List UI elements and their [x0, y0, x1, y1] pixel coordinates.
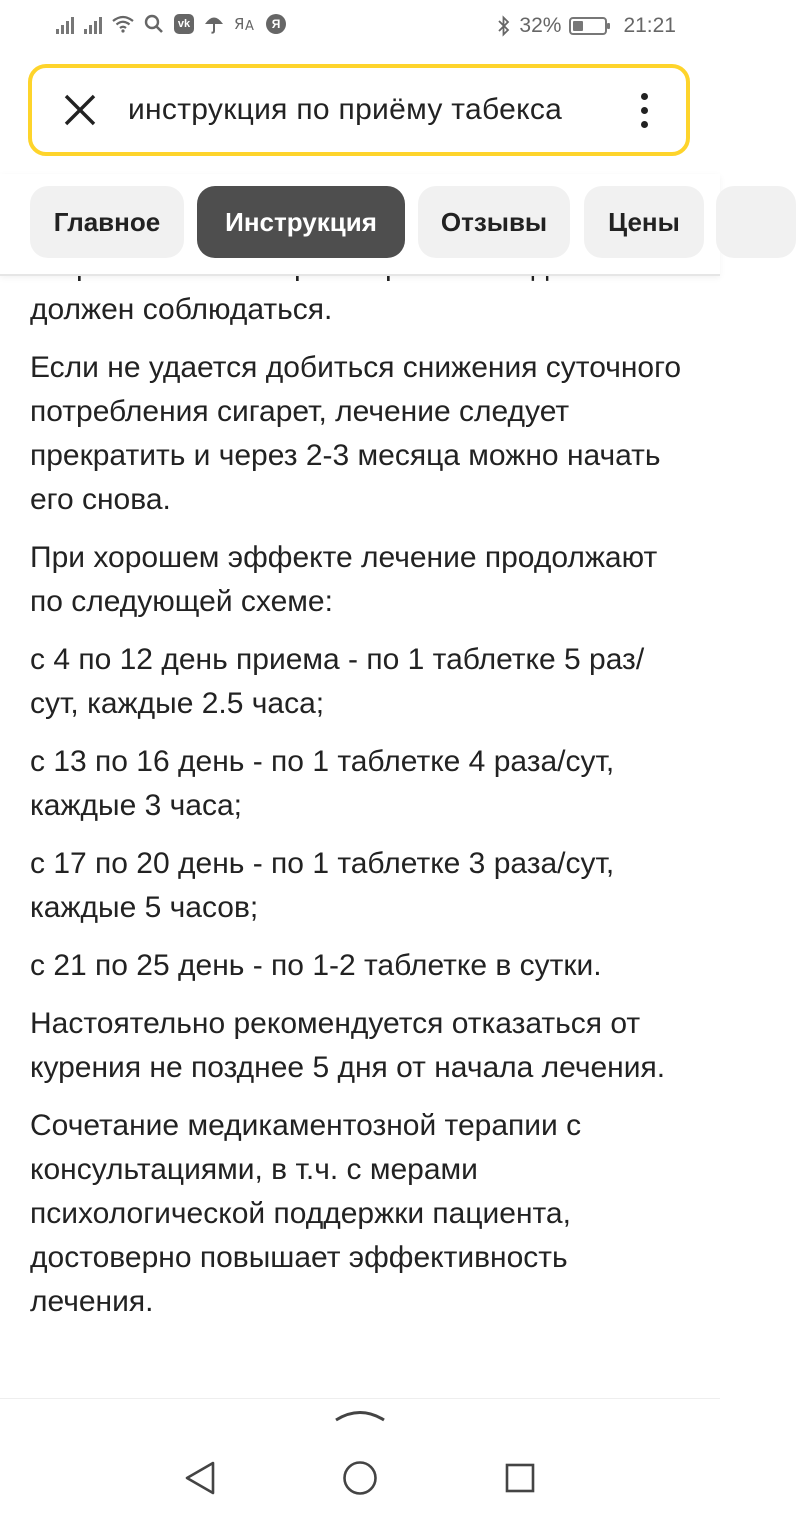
- paragraph: Сочетание медикаментозной терапии с консультациями, в т.ч. с мерами психологической поддержки пациента, достоверно повышает эффективность лечения.: [30, 1109, 582, 1318]
- paragraph: с 13 по 16 день - по 1 таблетке 4 раза/сут, каждые 3 часа;: [30, 745, 615, 822]
- home-icon[interactable]: [341, 1459, 379, 1497]
- battery-icon: [569, 17, 607, 35]
- yandex-icon: Я: [266, 14, 286, 34]
- tab-instruction[interactable]: Инструкция: [197, 186, 405, 258]
- article-content[interactable]: [0, 274, 720, 1398]
- section-tabs: [0, 174, 720, 276]
- clock: 21:21: [623, 14, 676, 37]
- back-icon[interactable]: [183, 1460, 217, 1496]
- status-icons-right: [497, 14, 676, 38]
- system-navigation-bar: [0, 1438, 720, 1520]
- wifi-icon: [112, 15, 134, 33]
- bottom-sheet-handle[interactable]: [0, 1398, 720, 1439]
- paragraph: должен соблюдаться.: [30, 293, 333, 326]
- signal-icon: [56, 14, 74, 34]
- article-body: [30, 244, 690, 1338]
- battery-percent: 32%: [519, 14, 562, 37]
- status-bar: [0, 0, 720, 56]
- more-dot: [641, 121, 648, 128]
- close-icon[interactable]: [63, 93, 97, 127]
- search-input[interactable]: инструкция по приёму табекса: [128, 93, 602, 127]
- vk-icon: vk: [174, 14, 194, 34]
- home-button[interactable]: [340, 1458, 380, 1498]
- tab-reviews[interactable]: Отзывы: [418, 186, 570, 258]
- search-icon: [144, 14, 164, 34]
- search-header: [0, 56, 720, 174]
- paragraph: с 4 по 12 день приема - по 1 таблетке 5 раз/сут, каждые 2.5 часа;: [30, 643, 645, 720]
- translate-icon: [234, 14, 256, 34]
- close-button[interactable]: [32, 68, 128, 152]
- more-dot: [641, 107, 648, 114]
- umbrella-icon: [204, 14, 224, 34]
- more-menu-button[interactable]: [602, 68, 686, 152]
- bluetooth-icon: [497, 15, 511, 37]
- svg-text:A: A: [245, 19, 254, 34]
- paragraph: При хорошем эффекте лечение продолжают по следующей схеме:: [30, 541, 658, 618]
- tab-main[interactable]: Главное: [30, 186, 184, 258]
- paragraph: Настоятельно рекомендуется отказаться от курения не позднее 5 дня от начала лечения.: [30, 1007, 666, 1084]
- back-button[interactable]: [180, 1458, 220, 1498]
- paragraph: с 17 по 20 день - по 1 таблетке 3 раза/сут, каждые 5 часов;: [30, 847, 615, 924]
- tab-next[interactable]: [716, 186, 796, 258]
- paragraph: Если не удается добиться снижения суточного потребления сигарет, лечение следует прекратить и через 2-3 месяца можно начать его снова.: [30, 351, 682, 516]
- signal-icon: [84, 14, 102, 34]
- status-icons-left: [56, 14, 286, 34]
- paragraph: с 21 по 25 день - по 1-2 таблетке в сутки.: [30, 949, 602, 982]
- more-dot: [641, 93, 648, 100]
- recents-icon[interactable]: [504, 1462, 536, 1494]
- recents-button[interactable]: [500, 1458, 540, 1498]
- tab-prices[interactable]: Цены: [584, 186, 704, 258]
- chevron-up-icon[interactable]: [334, 1407, 386, 1423]
- svg-text:Я: Я: [234, 15, 245, 33]
- search-box[interactable]: [28, 64, 690, 156]
